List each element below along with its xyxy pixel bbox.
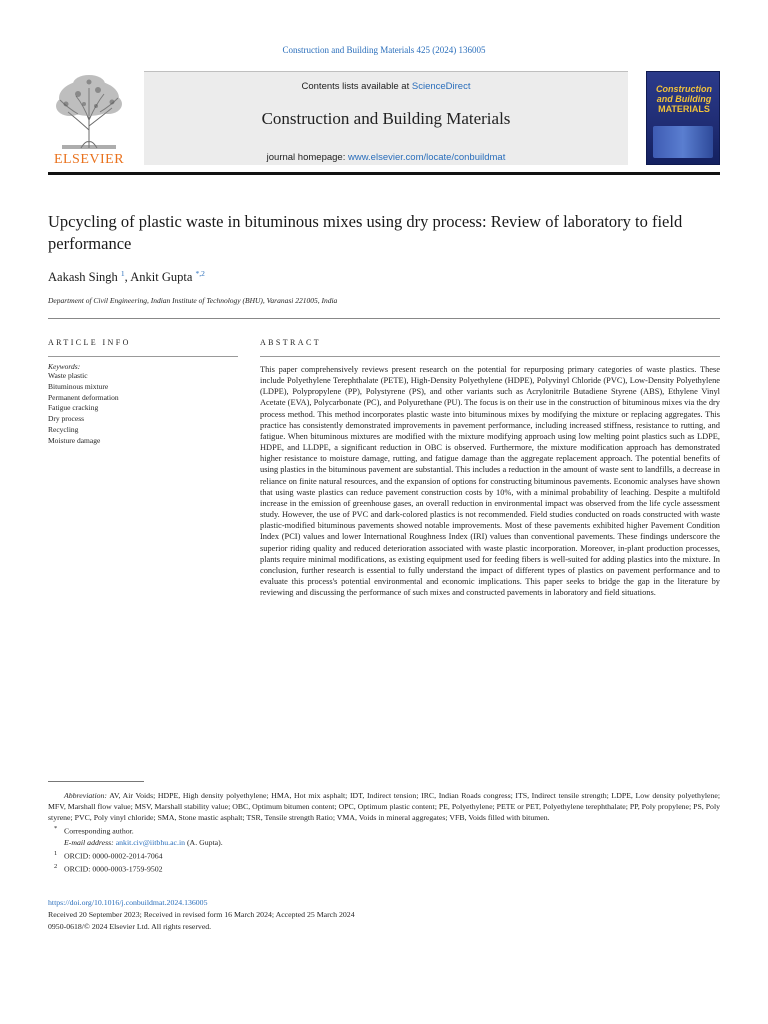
abstract-text: This paper comprehensively reviews present research on the potential for repurposing primary categories of waste plastics. These include Polyethylene Terephthalate (PETE), High-Density Polyethylene (HDPE), Polyvinyl Chloride (PVC), Low-Density Polyethylene (LDPE), Polypropylene (PP), Polystyrene (PS), and other variants such as Acrylonitrile Butadiene Styrene (ABS), Ethylene Vinyl Acetate (EVA), Polycarbonate (PC), and Polyurethane (PU). The focus is on their use in the construction of bituminous mixes via the dry process method. This method incorporates plastic waste into bituminous mixes by modifying the mixture or replacing aggregates. This practice has consistently demonstrated improvements in pavement performance, including increased stiffness, resistance to rutting, and fatigue. When bituminous mixtures are modified with the mixture modifying approach using low melting point plastics such as LDPE, HDPE, and LLDPE, a significant reduction in OBC is observed. Furthermore, the mixture modification approach has demonstrated higher resistance to moisture damage, rutting, and fatigue damage than the aggregate replacement approach. The potential benefits of using plastics in the bituminous pavement are substantial. This includes a reduction in the amount of waste sent to landfills, a decrease in reliance on finite natural resources, and the expansion of options for constructing bituminous pavements. Economic analyses have shown that using waste plastics can reduce pavement construction costs by 10%, with a minimal probability of leaching. Despite a multifold increase in the emission of greenhouse gases, an overall reduction in environmental impact was observed from the life cycle assessment study. However, the use of PVC and dark-colored plastics is not recommended. Field studies conducted on roads constructed with waste plastic-modified bituminous pavements showed notable improvements. Most of these pavements exhibited higher Pavement Condition Index (PCI) values and lower International Roughness Index (IRI) values than conventional pavements. These findings underscore the superior riding quality and reduced deterioration associated with waste plastic incorporation. Moreover, in-plant production processes, plants require minimal modifications, as existing equipment used for feeding fibers is well-suited for adding plastics into the mixture. In conclusion, further research is essential to fully understand the impact of different types of plastics on pavement performance and to evaluate this process's potential environmental and economic implications. This paper seeks to bridge the gap in the literature by reviewing and discussing the performance of such mixes and constructed pavements in laboratory and field situations. [260,365,720,598]
abbreviations-footnote [48,790,720,823]
cover-title-line: MATERIALS [658,104,710,114]
cover-title [651,84,717,114]
keyword-item: Waste plastic [48,371,88,380]
author-list [48,269,205,285]
article-info-heading: ARTICLE INFO [48,338,238,357]
article-info-column [48,338,238,447]
sciencedirect-link[interactable]: ScienceDirect [411,81,471,92]
footnote-marker: * [54,825,58,832]
contents-available-line [144,81,628,92]
footnotes [48,790,720,875]
journal-title: Construction and Building Materials [261,109,511,128]
footnote-divider [48,781,144,782]
cover-title-line: and Building [656,94,712,104]
journal-masthead [48,70,720,173]
journal-citation-link[interactable]: Construction and Building Materials 425 (2024) 136005 [282,45,486,55]
keyword-item: Moisture damage [48,435,101,445]
email-suffix: (A. Gupta). [185,837,223,847]
keywords-label: Keywords: [48,362,81,371]
contents-prefix: Contents lists available at [301,81,412,92]
elsevier-wordmark: ELSEVIER [53,152,125,167]
received-dates: Received 20 September 2023; Received in revised form 16 March 2024; Accepted 25 March 2024 [48,910,355,919]
author-affiliation-marker[interactable]: 1 [120,269,125,278]
abstract-column [260,338,720,598]
abbreviations-label: Abbreviation: [64,791,108,800]
author-name: Aakash Singh [48,270,118,285]
email-note [48,837,720,848]
abbreviations-text: AV, Air Voids; HDPE, High density polyethylene; HMA, Hot mix asphalt; IDT, Indirect tension; IRC, Indian Roads congress; ITS, Indirect tensile strength; LDPE, Low density polyethylene; MFV, Marshall flow value; MSV, Marshall stability value; OBC, Optimum bitumen content; OPC, Optimum plastic content; PE, Polyethylene; PETE or PET, Polyethylene terephthalate; PP, Poly propylene; PS, Poly styrene; PVC, Poly vinyl chloride; SMA, Stone mastic asphalt; TSR, Tensile strength Ratio; VMA, Voids in mineral aggregates; VFB, Voids filled with bitumen. [48,791,721,822]
author-affiliation-marker[interactable]: *,2 [195,269,205,278]
keyword-item: Recycling [48,424,79,434]
article-title: Upcycling of plastic waste in bituminous mixes using dry process: Review of laboratory to field performance [48,212,683,253]
abstract-heading: ABSTRACT [260,338,720,357]
author-name: Ankit Gupta [130,270,193,285]
email-label: E-mail address: [64,837,116,847]
footnote-marker: 2 [54,863,58,871]
journal-homepage-line [144,152,628,163]
keyword-item: Dry process [48,414,85,424]
copyright-line: 0950-0618/© 2024 Elsevier Ltd. All rights reserved. [48,922,212,931]
email-link[interactable]: ankit.civ@iitbhu.ac.in [115,837,186,847]
orcid-text: ORCID: 0000-0002-2014-7064 [64,851,163,861]
affiliation: Department of Civil Engineering, Indian Institute of Technology (BHU), Varanasi 221005, India [48,296,338,305]
publication-info [48,897,720,933]
section-divider [48,318,720,319]
header-divider [48,172,720,175]
journal-homepage-link[interactable]: www.elsevier.com/locate/conbuildmat [347,152,506,163]
corresponding-author-note [48,823,720,837]
journal-header-box [144,71,628,165]
keyword-item: Permanent deformation [48,392,119,402]
orcid-note [48,861,720,875]
cover-image [653,126,713,158]
orcid-text: ORCID: 0000-0003-1759-9502 [64,864,163,874]
journal-cover-thumbnail[interactable] [646,71,720,165]
orcid-note [48,848,720,862]
corresponding-author-text: Corresponding author. [64,826,134,836]
doi-link[interactable]: https://doi.org/10.1016/j.conbuildmat.2024.136005 [48,898,208,907]
homepage-prefix: journal homepage: [266,152,348,163]
cover-title-line: Construction [656,84,712,94]
footnote-marker: 1 [54,849,58,857]
keyword-item: Fatigue cracking [48,403,99,413]
author-separator: , [124,270,131,285]
keyword-item: Bituminous mixture [48,381,109,391]
